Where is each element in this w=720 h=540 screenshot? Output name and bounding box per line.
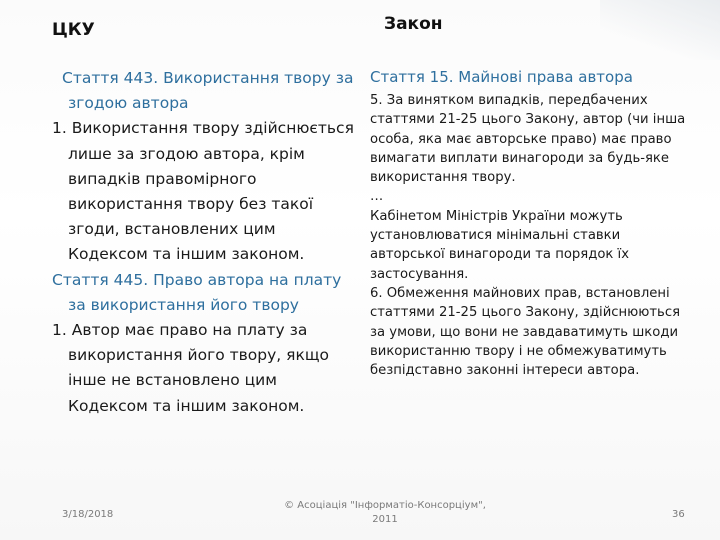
paragraph-5: 5. За винятком випадків, передбачених статтями 21-25 цього Закону, автор (чи інша особа, яка має авторське право) має право вимагати виплати винагороди за будь-яке використання твору. xyxy=(370,93,686,186)
cabinet-paragraph: Кабінетом Міністрів України можуть установлюватися мінімальні ставки авторської винагороди та порядок їх застосування. xyxy=(370,208,630,282)
article-445-title: Стаття 445. Право автора на плату за використання його твору xyxy=(52,270,342,314)
footer-copyright xyxy=(270,499,500,527)
article-443-title: Стаття 443. Використання твору за згодою автора xyxy=(62,69,354,113)
left-column xyxy=(52,66,360,419)
page-number: 36 xyxy=(672,509,685,520)
paragraph-6: 6. Обмеження майнових прав, встановлені статтями 21-25 цього Закону, здійснюються за умови, що вони не завдаватимуть шкоди використанню твору і не обмежуватимуть безпідставно законні інтереси автора. xyxy=(370,285,680,379)
corner-decoration xyxy=(600,0,720,60)
ellipsis: … xyxy=(370,189,384,205)
heading-left: ЦКУ xyxy=(52,20,95,40)
right-column xyxy=(370,66,690,380)
copyright-line-2: 2011 xyxy=(372,514,398,525)
article-445-paragraph: 1. Автор має право на плату за використання його твору, якщо інше не встановлено цим Кодексом та іншим законом. xyxy=(52,321,329,415)
article-443-paragraph: 1. Використання твору здійснюється лише за згодою автора, крім випадків правомірного використання твору без такої згоди, встановлених цим Кодексом та іншим законом. xyxy=(52,119,354,264)
copyright-line-1: © Асоціація "Інформатіо-Консорціум", xyxy=(284,500,486,511)
heading-right: Закон xyxy=(384,14,443,34)
article-15-title: Стаття 15. Майнові права автора xyxy=(370,68,633,86)
footer-date: 3/18/2018 xyxy=(62,509,114,520)
